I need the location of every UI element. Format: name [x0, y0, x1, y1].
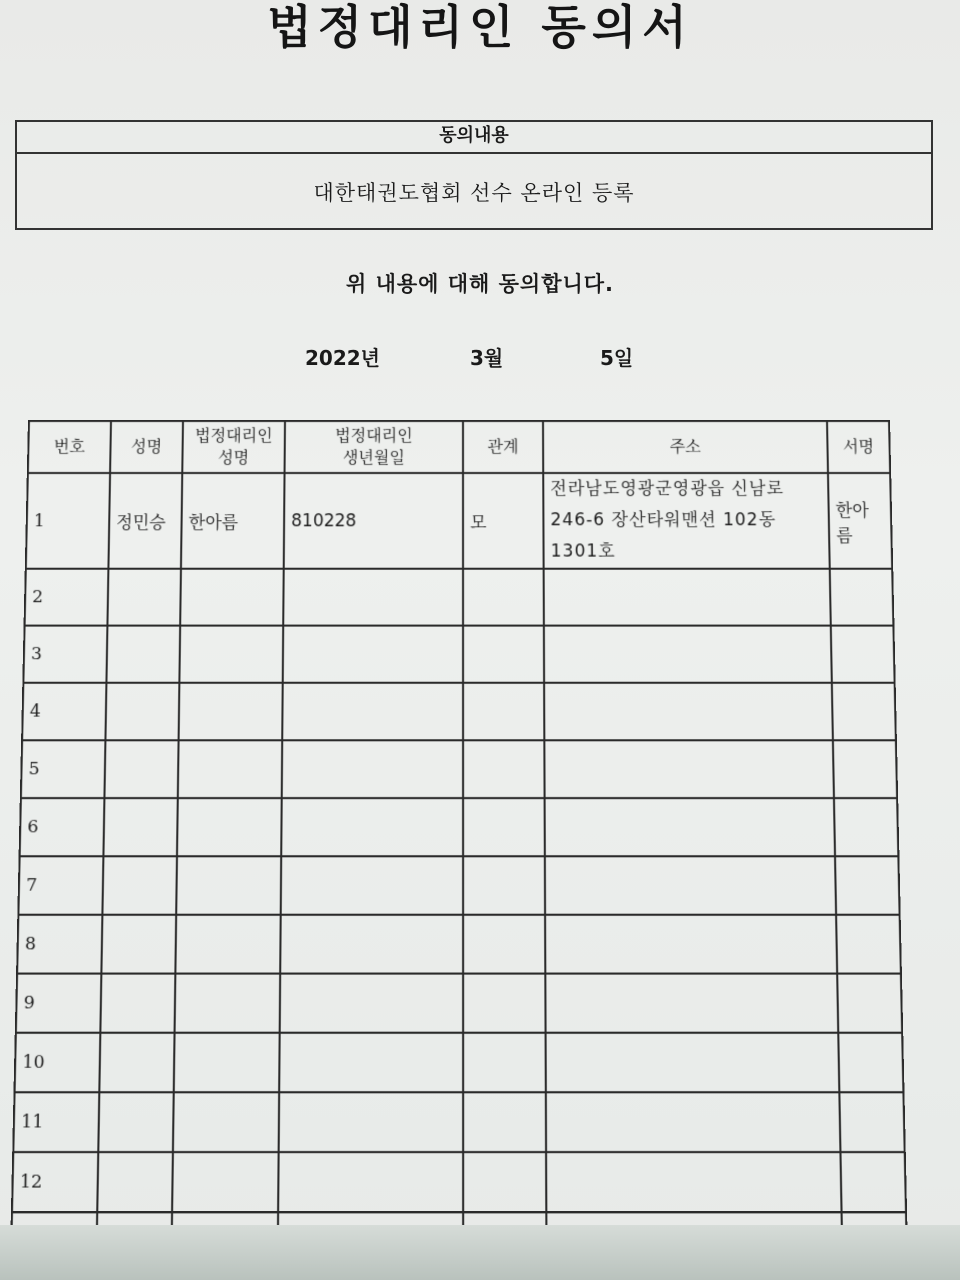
empty-cell	[175, 974, 281, 1033]
empty-cell	[281, 856, 463, 914]
row-no: 8	[17, 915, 102, 974]
empty-cell	[178, 740, 282, 798]
empty-cell	[463, 915, 545, 974]
date-month: 3월	[470, 346, 504, 370]
header-relation: 관계	[463, 421, 543, 473]
empty-cell	[98, 1092, 173, 1152]
empty-cell	[837, 974, 902, 1033]
empty-cell	[97, 1152, 173, 1212]
date-day: 5일	[600, 346, 634, 370]
empty-cell	[836, 915, 901, 974]
guardian-table	[10, 420, 909, 1274]
empty-cell	[463, 569, 544, 626]
empty-cell	[544, 626, 832, 683]
empty-cell	[280, 974, 463, 1033]
empty-cell	[102, 856, 177, 914]
row-no: 6	[20, 798, 105, 856]
row-relation: 모	[463, 473, 544, 569]
empty-cell	[278, 1152, 463, 1212]
empty-cell	[107, 569, 181, 626]
empty-cell	[463, 1033, 546, 1093]
date-year: 2022년	[305, 346, 380, 370]
empty-cell	[545, 798, 835, 856]
empty-cell	[179, 683, 283, 741]
empty-cell	[106, 626, 180, 683]
header-name: 성명	[110, 421, 183, 473]
empty-cell	[545, 915, 837, 974]
header-guardian-name: 법정대리인 성명	[182, 421, 285, 473]
empty-cell	[463, 1092, 546, 1152]
empty-cell	[174, 1033, 280, 1093]
empty-cell	[463, 626, 544, 683]
table-row	[17, 915, 901, 974]
empty-cell	[282, 683, 463, 741]
consent-header: 동의내용	[17, 122, 931, 154]
empty-cell	[180, 569, 284, 626]
empty-cell	[545, 974, 838, 1033]
empty-cell	[833, 740, 897, 798]
empty-cell	[831, 626, 895, 683]
empty-cell	[103, 798, 177, 856]
consent-content-box	[15, 120, 933, 230]
table-row	[26, 473, 892, 569]
empty-cell	[544, 683, 833, 741]
empty-cell	[101, 915, 176, 974]
empty-cell	[176, 856, 281, 914]
empty-cell	[838, 1033, 903, 1093]
form-title: 법정대리인 동의서	[267, 0, 693, 54]
table-row	[12, 1152, 906, 1212]
empty-cell	[179, 626, 283, 683]
row-no: 7	[18, 856, 103, 914]
row-name: 정민승	[108, 473, 182, 569]
empty-cell	[173, 1092, 279, 1152]
empty-cell	[832, 683, 896, 741]
table-row	[23, 626, 894, 683]
empty-cell	[105, 683, 179, 741]
table-row	[20, 798, 899, 856]
table-row	[22, 683, 896, 741]
empty-cell	[546, 1092, 841, 1152]
empty-cell	[279, 1033, 463, 1093]
row-guardian-birth: 810228	[284, 473, 463, 569]
row-no: 10	[15, 1033, 101, 1093]
empty-cell	[463, 740, 545, 798]
empty-cell	[463, 683, 544, 741]
table-header-row	[28, 421, 890, 473]
table-row	[15, 1033, 904, 1093]
header-signature: 서명	[827, 421, 890, 473]
row-no: 5	[21, 740, 106, 798]
header-no: 번호	[28, 421, 111, 473]
agreement-statement: 위 내용에 대해 동의합니다.	[345, 272, 615, 296]
empty-cell	[177, 798, 282, 856]
row-signature: 한아름	[828, 473, 892, 569]
row-no: 1	[26, 473, 110, 569]
empty-cell	[281, 798, 463, 856]
empty-cell	[283, 569, 463, 626]
empty-cell	[172, 1152, 279, 1212]
empty-cell	[100, 974, 175, 1033]
empty-cell	[280, 915, 463, 974]
row-no: 12	[12, 1152, 98, 1212]
header-address: 주소	[543, 421, 828, 473]
header-guardian-birth: 법정대리인 생년월일	[285, 421, 463, 473]
row-no: 3	[23, 626, 107, 683]
empty-cell	[835, 856, 900, 914]
empty-cell	[544, 740, 834, 798]
table-row	[25, 569, 894, 626]
row-no: 11	[13, 1092, 99, 1152]
row-no: 2	[25, 569, 109, 626]
bottom-background	[0, 1225, 960, 1280]
empty-cell	[839, 1092, 904, 1152]
table-row	[21, 740, 897, 798]
empty-cell	[99, 1033, 174, 1093]
row-no: 9	[16, 974, 102, 1033]
empty-cell	[544, 569, 831, 626]
empty-cell	[463, 798, 545, 856]
empty-cell	[840, 1152, 906, 1212]
empty-cell	[283, 626, 463, 683]
empty-cell	[545, 856, 836, 914]
empty-cell	[463, 974, 545, 1033]
empty-cell	[463, 856, 545, 914]
empty-cell	[104, 740, 178, 798]
empty-cell	[175, 915, 280, 974]
row-address: 전라남도영광군영광읍 신남로 246-6 장산타워맨션 102동 1301호	[543, 473, 830, 569]
table-row	[13, 1092, 904, 1152]
empty-cell	[830, 569, 894, 626]
empty-cell	[546, 1033, 840, 1093]
empty-cell	[279, 1092, 464, 1152]
empty-cell	[834, 798, 898, 856]
consent-content: 대한태권도협회 선수 온라인 등록	[313, 181, 635, 205]
empty-cell	[546, 1152, 841, 1212]
empty-cell	[463, 1152, 546, 1212]
row-guardian-name: 한아름	[181, 473, 285, 569]
empty-cell	[282, 740, 463, 798]
table-row	[18, 856, 899, 914]
row-no: 4	[22, 683, 106, 741]
table-row	[16, 974, 902, 1033]
